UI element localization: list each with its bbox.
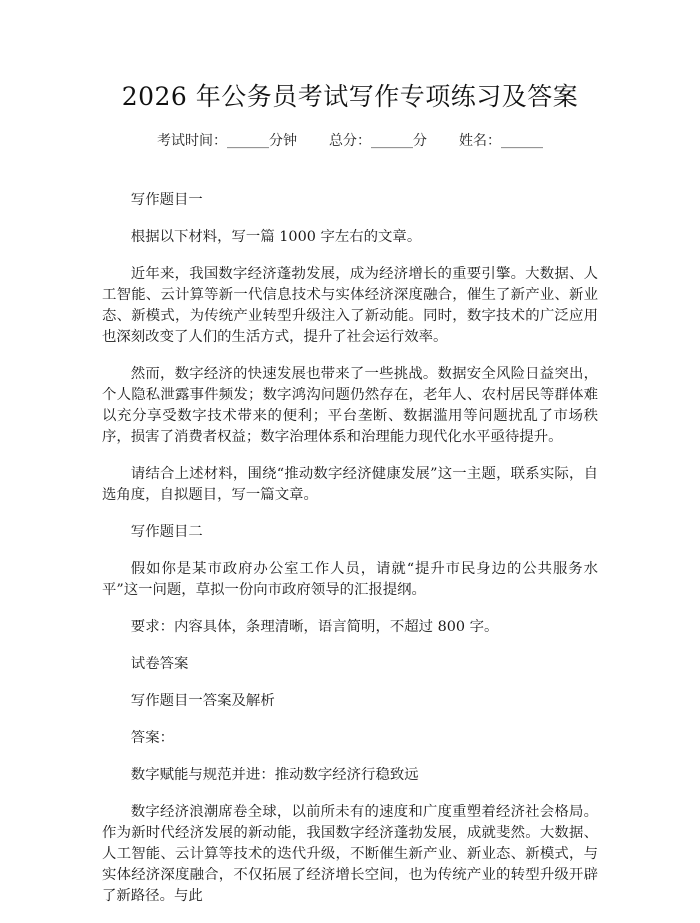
question-one-requirement: 请结合上述材料，围绕“推动数字经济健康发展”这一主题，联系实际，自选角度，自拟题目，写一篇文章。 (102, 466, 598, 503)
answer-essay-title: 数字赋能与规范并进：推动数字经济行稳致远 (130, 767, 419, 783)
heading-question-one: 写作题目一 (130, 192, 203, 208)
document-title: 2026 年公务员考试写作专项练习及答案 (121, 82, 579, 111)
answer-label: 答案： (130, 730, 174, 746)
question-two-requirement: 要求：内容具体，条理清晰，语言简明，不超过 800 字。 (130, 619, 499, 635)
material-paragraph-2: 然而，数字经济的快速发展也带来了一些挑战。数据安全风险日益突出，个人隐私泄露事件频发；数字鸿沟问题仍然存在，老年人、农村居民等群体难以充分享受数字技术带来的便利；平台垄断、数据滥用等问题扰乱了市场秩序，损害了消费者权益；数字治理体系和治理能力现代化水平亟待提升。 (102, 366, 598, 445)
answer-paragraph-1: 数字经济浪潮席卷全球，以前所未有的速度和广度重塑着经济社会格局。作为新时代经济发展的新动能，我国数字经济蓬勃发展，成就斐然。大数据、人工智能、云计算等技术的迭代升级，不断催生新产业、新业态、新模式，与实体经济深度融合，不仅拓展了经济增长空间，也为传统产业的转型升级开辟了新路径。与此 (102, 804, 598, 904)
question-two-prompt: 假如你是某市政府办公室工作人员，请就“提升市民身边的公共服务水平”这一问题，草拟一份向市政府领导的汇报提纲。 (102, 561, 598, 598)
heading-answer-one: 写作题目一答案及解析 (130, 693, 275, 709)
heading-answers: 试卷答案 (130, 656, 189, 672)
name-field: 姓名：______ (459, 133, 543, 149)
exam-time-field: 考试时间：______分钟 (157, 133, 297, 149)
heading-question-two: 写作题目二 (130, 524, 203, 540)
total-score-field: 总分：______分 (329, 133, 427, 149)
document-body (102, 190, 598, 923)
question-one-instruction: 根据以下材料，写一篇 1000 字左右的文章。 (130, 229, 422, 245)
material-paragraph-1: 近年来，我国数字经济蓬勃发展，成为经济增长的重要引擎。大数据、人工智能、云计算等新一代信息技术与实体经济深度融合，催生了新产业、新业态、新模式，为传统产业转型升级注入了新动能。同时，数字技术的广泛应用也深刻改变了人们的生活方式，提升了社会运行效率。 (102, 266, 598, 345)
exam-meta-line (0, 131, 700, 151)
